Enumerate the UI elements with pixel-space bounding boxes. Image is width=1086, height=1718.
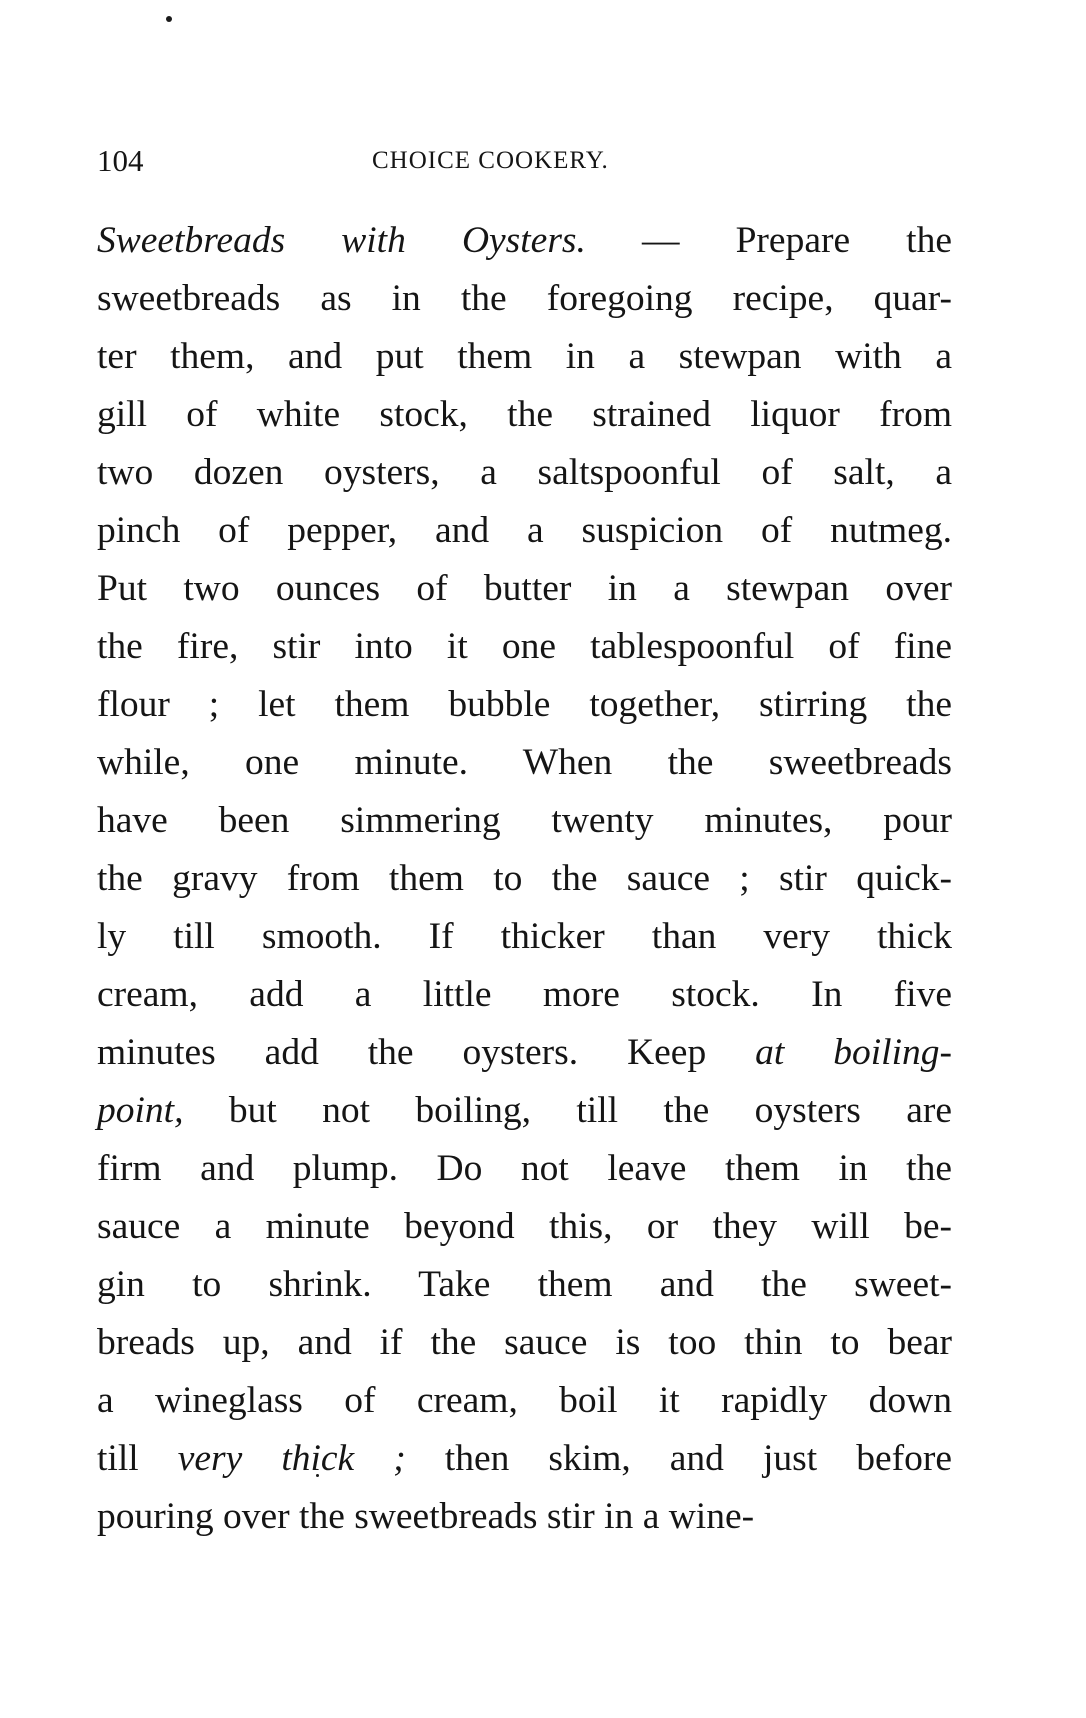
text-segment: but not boiling, till the oysters are bbox=[183, 1090, 952, 1131]
text-line bbox=[97, 792, 952, 850]
text-line bbox=[97, 1024, 952, 1082]
text-segment: sauce a minute beyond this, or they will be- bbox=[97, 1206, 952, 1247]
top-ink-speck bbox=[166, 16, 172, 22]
text-segment: pinch of pepper, and a suspicion of nutmeg. bbox=[97, 510, 952, 551]
text-line bbox=[97, 1256, 952, 1314]
italic-text: very thick ; bbox=[177, 1438, 406, 1479]
text-line bbox=[97, 1198, 952, 1256]
text-line bbox=[97, 1488, 952, 1546]
italic-text: at boiling- bbox=[755, 1032, 952, 1073]
text-segment: then skim, and just before bbox=[405, 1438, 952, 1479]
page-header bbox=[0, 138, 1086, 184]
text-segment: the gravy from them to the sauce ; stir quick- bbox=[97, 858, 952, 899]
text-segment: Put two ounces of butter in a stewpan over bbox=[97, 568, 952, 609]
text-segment: gin to shrink. Take them and the sweet- bbox=[97, 1264, 952, 1305]
text-segment: gill of white stock, the strained liquor from bbox=[97, 394, 952, 435]
text-line bbox=[97, 618, 952, 676]
text-segment: sweetbreads as in the foregoing recipe, quar- bbox=[97, 278, 952, 319]
text-segment: ter them, and put them in a stewpan with a bbox=[97, 336, 952, 377]
text-line bbox=[97, 560, 952, 618]
running-title: CHOICE COOKERY. bbox=[372, 147, 609, 174]
text-line bbox=[97, 328, 952, 386]
text-segment: flour ; let them bubble together, stirring the bbox=[97, 684, 952, 725]
text-line bbox=[97, 270, 952, 328]
text-line bbox=[97, 444, 952, 502]
text-line bbox=[97, 908, 952, 966]
text-segment: a wineglass of cream, boil it rapidly down bbox=[97, 1380, 952, 1421]
text-segment: cream, add a little more stock. In five bbox=[97, 974, 952, 1015]
text-segment: firm and plump. Do not leave them in the bbox=[97, 1148, 952, 1189]
text-segment: breads up, and if the sauce is too thin to bear bbox=[97, 1322, 952, 1363]
text-segment: the fire, stir into it one tablespoonful of fine bbox=[97, 626, 952, 667]
page-number: 104 bbox=[97, 143, 144, 178]
text-line bbox=[97, 676, 952, 734]
text-line bbox=[97, 1314, 952, 1372]
text-line bbox=[97, 386, 952, 444]
text-segment: minutes add the oysters. Keep bbox=[97, 1032, 756, 1073]
text-segment: have been simmering twenty minutes, pour bbox=[97, 800, 952, 841]
text-segment: while, one minute. When the sweetbreads bbox=[97, 742, 952, 783]
text-line bbox=[97, 1430, 952, 1488]
text-line bbox=[97, 502, 952, 560]
italic-text: Sweetbreads with Oysters. bbox=[97, 220, 586, 261]
italic-text: point, bbox=[97, 1090, 184, 1131]
text-segment: — Prepare the bbox=[585, 220, 952, 261]
text-segment: ly till smooth. If thicker than very thick bbox=[97, 916, 952, 957]
text-segment: till bbox=[97, 1438, 178, 1479]
text-line bbox=[97, 1372, 952, 1430]
recipe-text bbox=[97, 212, 952, 1546]
text-segment: two dozen oysters, a saltspoonful of salt, a bbox=[97, 452, 952, 493]
text-line bbox=[97, 966, 952, 1024]
text-line bbox=[97, 850, 952, 908]
text-line bbox=[97, 1140, 952, 1198]
text-line bbox=[97, 212, 952, 270]
text-line bbox=[97, 734, 952, 792]
text-line bbox=[97, 1082, 952, 1140]
text-segment: pouring over the sweetbreads stir in a wine- bbox=[97, 1496, 755, 1537]
